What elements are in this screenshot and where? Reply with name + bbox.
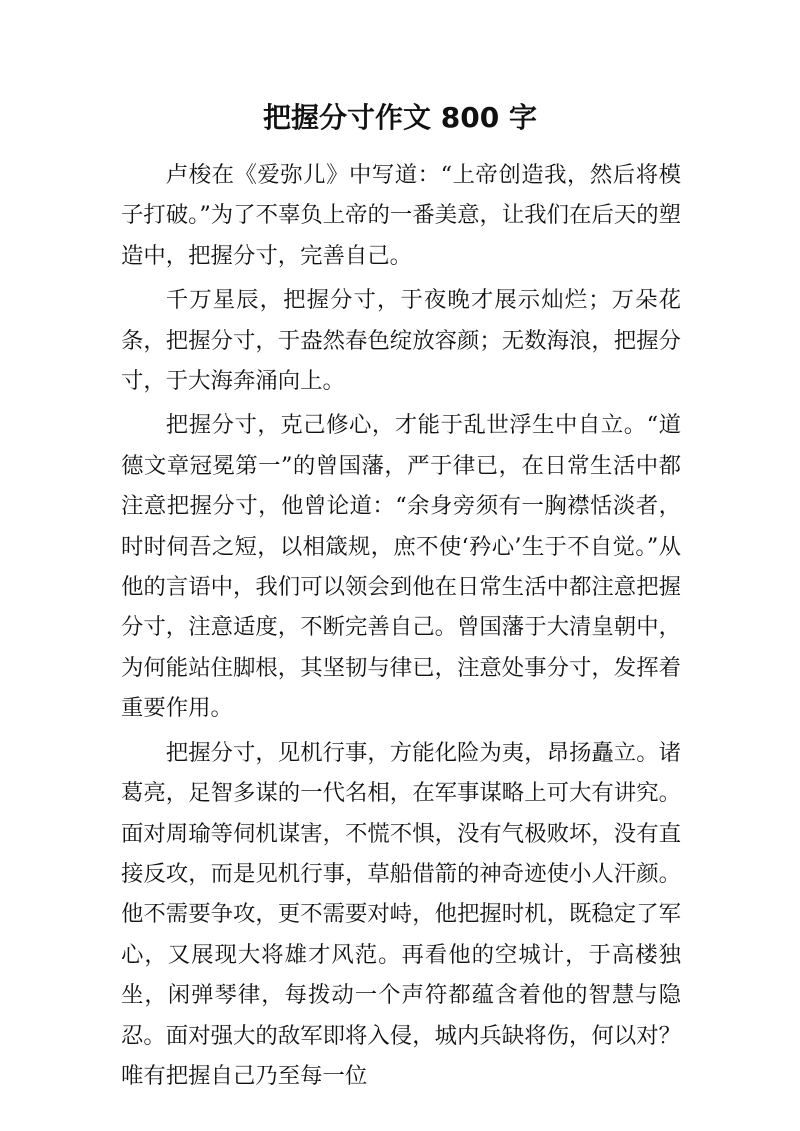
document-body [121, 155, 681, 1100]
document-title: 把握分寸作文 800 字 [263, 101, 537, 134]
paragraph-2: 千万星辰，把握分寸，于夜晚才展示灿烂；万朵花条，把握分寸，于盎然春色绽放容颜；无数海浪，把握分寸，于大海奔涌向上。 [121, 287, 681, 395]
paragraph-4: 把握分寸，见机行事，方能化险为夷，昂扬矗立。诸葛亮，足智多谋的一代名相，在军事谋略上可大有讲究。面对周瑜等伺机谋害，不慌不惧，没有气极败坏，没有直接反攻，而是见机行事，草船借箭的神奇迹使小人汗颜。他不需要争攻，更不需要对峙，他把握时机，既稳定了军心，又展现大将雄才风范。再看他的空城计，于高楼独坐，闲弹琴律，每拨动一个声符都蕴含着他的智慧与隐忍。面对强大的敌军即将入侵，城内兵缺将伤，何以对？唯有把握自己乃至每一位 [121, 739, 681, 1089]
paragraph-1: 卢梭在《爱弥儿》中写道：“上帝创造我，然后将模子打破。”为了不辜负上帝的一番美意，让我们在后天的塑造中，把握分寸，完善自己。 [121, 162, 682, 269]
paragraph-3: 把握分寸，克己修心，才能于乱世浮生中自立。“道德文章冠冕第一”的曾国藩，严于律已，在日常生活中都注意把握分寸，他曾论道：“余身旁须有一胸襟恬淡者，时时伺吾之短，以相箴规，庶不使‘矜心’生于不自觉。”从他的言语中，我们可以领会到他在日常生活中都注意把握分寸，注意适度，不断完善自己。曾国藩于大清皇朝中，为何能站住脚根，其坚韧与律已，注意处事分寸，发挥着重要作用。 [121, 412, 681, 722]
